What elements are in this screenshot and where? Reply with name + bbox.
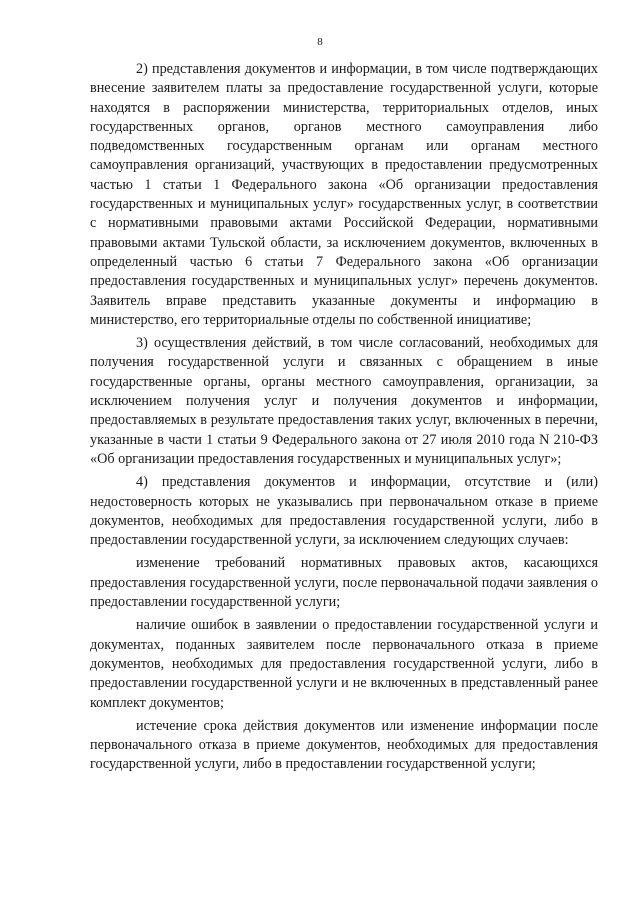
paragraph-exception-1: изменение требований нормативных правовых актов, касающихся предоставления государственной услуги, после первоначальной подачи заявления о предоставлении государственной услуги; bbox=[90, 555, 598, 611]
page-number: 8 bbox=[317, 36, 323, 48]
paragraph-item-2: 2) представления документов и информации, в том числе подтверждающих внесение заявителем платы за предоставление государственной услуги, которые находятся в распоряжении министерства, территориальных отделов, иных государственных органов, органов местного самоуправления либо подведомственных государственным органам или органам местного самоуправления организаций, участвующих в предоставлении предусмотренных частью 1 статьи 1 Федерального закона «Об организации предоставления государственных и муниципальных услуг» государственных услуг, в соответствии с нормативными правовыми актами Российской Федерации, нормативными правовыми актами Тульской области, за исключением документов, включенных в определенный частью 6 статьи 7 Федерального закона «Об организации предоставления государственных и муниципальных услуг» перечень документов. Заявитель вправе представить указанные документы и информацию в министерство, его территориальные отделы по собственной инициативе; bbox=[90, 61, 598, 328]
paragraph-item-3: 3) осуществления действий, в том числе согласований, необходимых для получения государственной услуги и связанных с обращением в иные государственные органы, органы местного самоуправления, организации, за исключением получения услуг и получения документов и информации, предоставляемых в результате предоставления таких услуг, включенных в перечни, указанные в части 1 статьи 9 Федерального закона от 27 июля 2010 года N 210-ФЗ «Об организации предоставления государственных и муниципальных услуг»; bbox=[90, 335, 598, 467]
paragraph-exception-3: истечение срока действия документов или изменение информации после первоначального отказа в приеме документов, необходимых для предоставления государственной услуги, либо в предоставлении государственной услуги; bbox=[90, 717, 598, 773]
paragraph-exception-2: наличие ошибок в заявлении о предоставлении государственной услуги и документах, поданных заявителем после первоначального отказа в приеме документов, необходимых для предоставления государственной услуги, либо в предоставлении государственной услуги и не включенных в представленный ранее комплект документов; bbox=[90, 617, 598, 711]
document-body bbox=[90, 60, 598, 779]
paragraph-item-4: 4) представления документов и информации, отсутствие и (или) недостоверность которых не указывались при первоначальном отказе в приеме документов, необходимых для предоставления государственной услуги, либо в предоставлении государственной услуги, за исключением следующих случаев: bbox=[90, 474, 598, 549]
